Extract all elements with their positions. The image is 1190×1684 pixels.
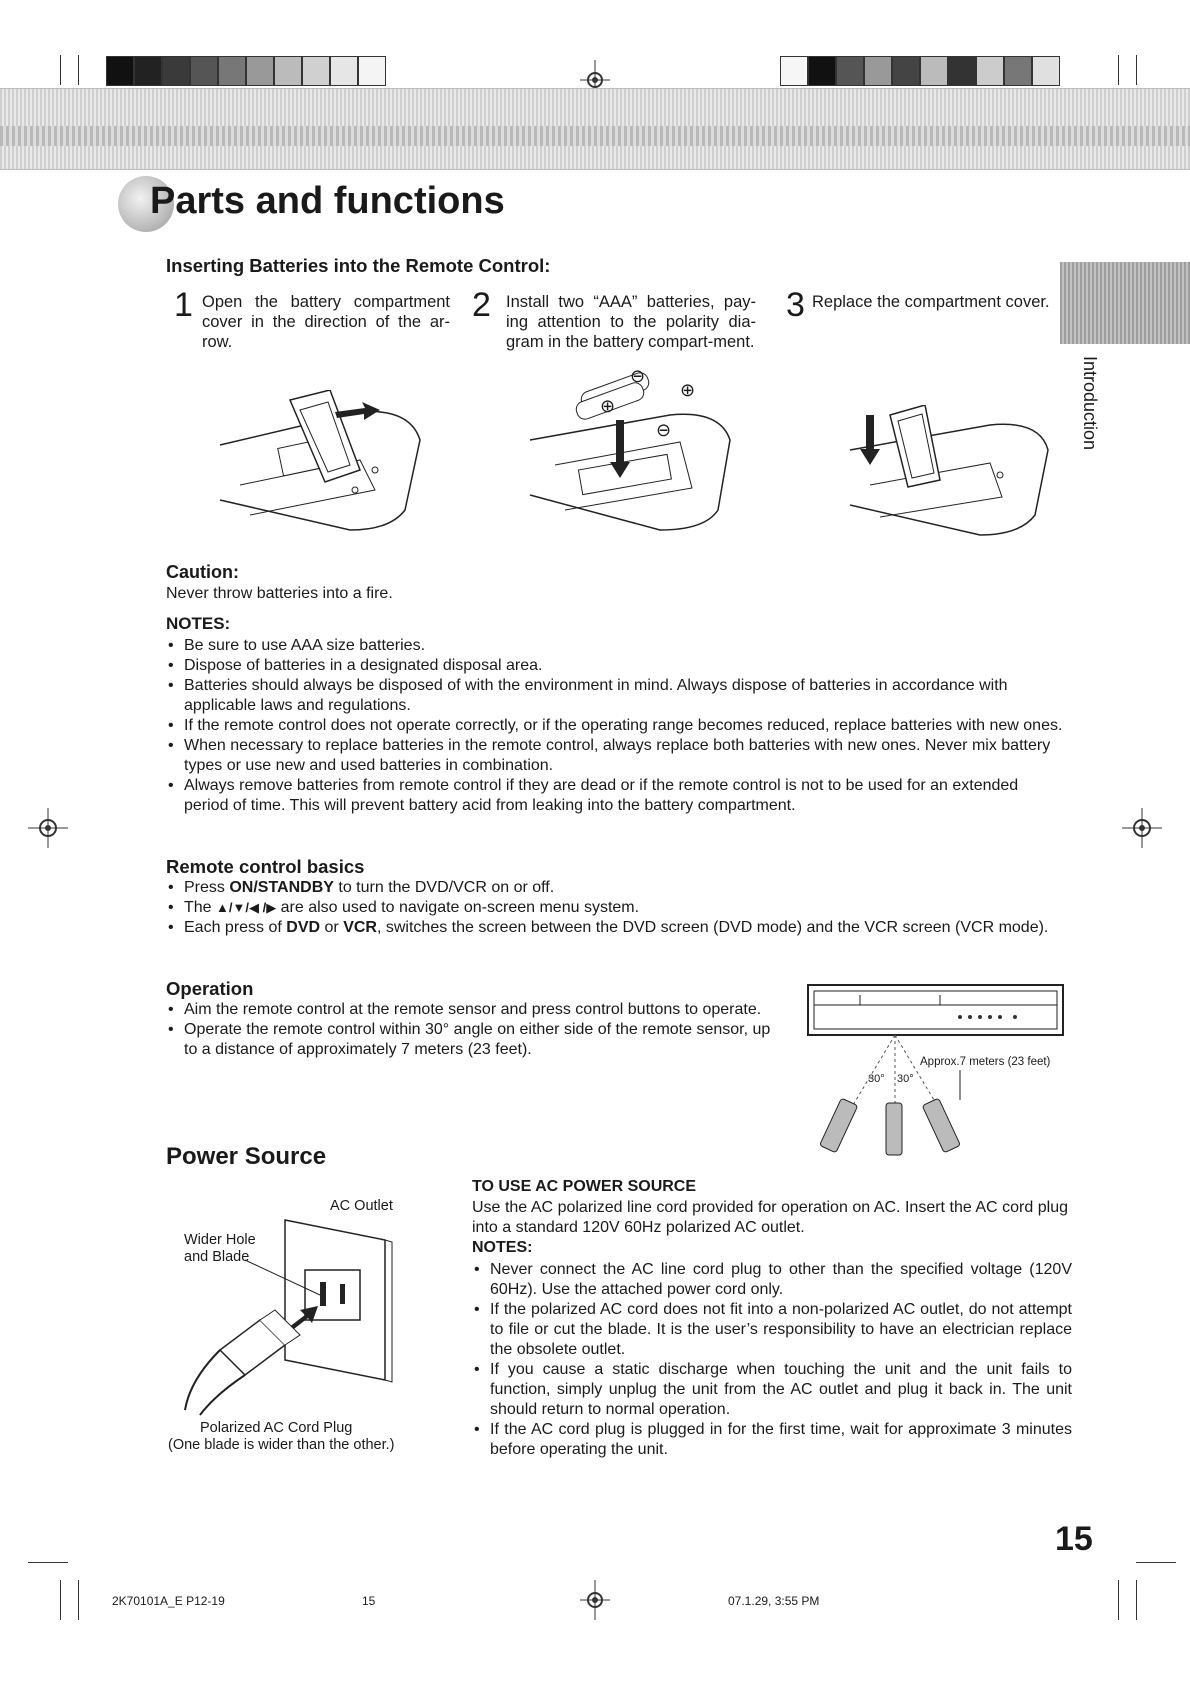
caution-text: Never throw batteries into a fire. <box>166 585 393 602</box>
crop-mark-right-top-2 <box>1136 55 1137 85</box>
operation-item: • Operate the remote control within 30° angle on either side of the remote sensor, up to a distance of approximately 7 meters (23 feet). <box>166 1020 771 1060</box>
polarity-minus-bottom: ⊖ <box>656 420 672 440</box>
color-calibration-bar-left <box>106 56 386 86</box>
section-tab-label: Introduction <box>1080 356 1100 451</box>
range-angle-right-label: 30° <box>897 1073 914 1085</box>
crop-mark-left-bottom-v2 <box>78 1580 79 1620</box>
dvd-label: DVD <box>286 919 321 936</box>
polarity-plus-right: ⊕ <box>680 380 696 400</box>
header-band-stripe <box>0 126 1190 146</box>
step-2-text: Install two “AAA” batteries, pay-ing attention to the polarity dia-gram in the battery compart-ment. <box>506 293 756 351</box>
step-1-text: Open the battery compartment cover in the direction of the ar-row. <box>202 293 450 351</box>
ac-note-item: • Never connect the AC line cord plug to other than the specified voltage (120V 60Hz). Use the attached power cord only. <box>472 1260 1072 1300</box>
wider-hole-label-1: Wider Hole <box>184 1232 256 1248</box>
on-standby-label: ON/STANDBY <box>229 879 334 896</box>
range-distance-label: Approx.7 meters (23 feet) <box>920 1056 1051 1068</box>
basics-item-mode <box>166 918 1066 938</box>
ac-note-item: • If the AC cord plug is plugged in for the first time, wait for approximate 3 minutes before operating the unit. <box>472 1420 1072 1460</box>
section-tab <box>1060 262 1190 344</box>
wider-hole-label-2: and Blade <box>184 1249 250 1265</box>
crop-mark-left-top <box>60 55 61 85</box>
ac-outlet-label: AC Outlet <box>330 1198 393 1214</box>
remote-replace-cover-illustration <box>840 405 1055 555</box>
registration-mark-left-icon <box>28 808 68 848</box>
operation-item: • Aim the remote control at the remote sensor and press control buttons to operate. <box>166 1000 771 1020</box>
crop-mark-left-top-2 <box>78 55 79 85</box>
basics-list <box>166 878 1066 938</box>
step-1-number: 1 <box>174 286 193 324</box>
basics-text: are also used to navigate on-screen menu system. <box>276 899 640 916</box>
crop-mark-right-bottom-v <box>1118 1580 1119 1620</box>
crop-mark-right-bottom-v2 <box>1136 1580 1137 1620</box>
notes-heading: NOTES: <box>166 614 231 633</box>
footer-page: 15 <box>362 1594 376 1608</box>
battery-notes-list <box>166 636 1066 816</box>
basics-text: Press <box>184 879 230 896</box>
power-source-heading: Power Source <box>166 1143 327 1170</box>
note-item: • Be sure to use AAA size batteries. <box>166 636 1066 656</box>
ac-note-item: • If the polarized AC cord does not fit into a non-polarized AC outlet, do not attempt to file or cut the blade. It is the user’s responsibility to have an electrician replace the obsolete outlet. <box>472 1300 1072 1360</box>
basics-text: , switches the screen between the DVD screen (DVD mode) and the VCR screen (VCR mode). <box>376 919 1049 936</box>
ac-plug-outlet-illustration <box>180 1210 410 1420</box>
page-title: Parts and functions <box>150 180 505 222</box>
footer-date: 07.1.29, 3:55 PM <box>728 1594 820 1608</box>
plug-caption-2: (One blade is wider than the other.) <box>168 1437 395 1453</box>
section-tab-label-container <box>1080 356 1104 466</box>
note-item: • If the remote control does not operate correctly, or if the operating range becomes reduced, replace batteries with new ones. <box>166 716 1066 736</box>
registration-mark-right-icon <box>1122 808 1162 848</box>
crop-mark-right-top <box>1118 55 1119 85</box>
basics-item-navigate <box>166 898 1066 918</box>
operation-list <box>166 1000 771 1060</box>
basics-text: to turn the DVD/VCR on or off. <box>333 879 555 896</box>
remote-install-batteries-illustration <box>520 370 750 545</box>
registration-mark-bottom-icon <box>580 1580 610 1620</box>
footer-code: 2K70101A_E P12-19 <box>112 1594 225 1608</box>
page-number: 15 <box>1055 1520 1093 1558</box>
polarity-plus-left: ⊕ <box>600 396 616 416</box>
plug-caption-1: Polarized AC Cord Plug <box>200 1420 353 1436</box>
basics-text: The <box>184 899 217 916</box>
basics-item-power <box>166 878 1066 898</box>
arrow-keys-label: ▲/▼/◀ /▶ <box>216 900 277 915</box>
range-angle-left-label: 30° <box>868 1073 885 1085</box>
polarity-minus-top: ⊖ <box>630 366 646 386</box>
crop-mark-left-bottom-v <box>60 1580 61 1620</box>
note-item: • Dispose of batteries in a designated disposal area. <box>166 656 1066 676</box>
remote-open-cover-illustration <box>210 390 430 550</box>
note-item: • When necessary to replace batteries in the remote control, always replace both batteries with new ones. Never mix battery types or use new and used batteries in combination. <box>166 736 1066 776</box>
ac-notes-heading: NOTES: <box>472 1239 533 1256</box>
ac-power-text: Use the AC polarized line cord provided for operation on AC. Insert the AC cord plug into a standard 120V 60Hz polarized AC outlet. <box>472 1199 1068 1236</box>
ac-power-subheading: TO USE AC POWER SOURCE <box>472 1178 697 1195</box>
step-3-text: Replace the compartment cover. <box>812 293 1050 311</box>
batteries-heading: Inserting Batteries into the Remote Control: <box>166 255 551 276</box>
crop-mark-left-bottom <box>28 1562 68 1563</box>
note-item: • Always remove batteries from remote control if they are dead or if the remote control is not to be used for an extended period of time. This will prevent battery acid from leaking into the battery compartment. <box>166 776 1066 816</box>
crop-mark-right-bottom <box>1136 1562 1176 1563</box>
operation-heading: Operation <box>166 978 254 999</box>
color-calibration-bar-right <box>780 56 1060 86</box>
caution-heading: Caution: <box>166 562 239 582</box>
ac-note-item: • If you cause a static discharge when touching the unit and the unit fails to function, simply unplug the unit from the AC outlet and plug it back in. The unit should return to normal operation. <box>472 1360 1072 1420</box>
basics-heading: Remote control basics <box>166 856 365 877</box>
vcr-label: VCR <box>343 919 377 936</box>
basics-text: or <box>320 919 344 936</box>
step-2-number: 2 <box>472 286 491 324</box>
basics-text: Each press of <box>184 919 287 936</box>
note-item: • Batteries should always be disposed of with the environment in mind. Always dispose of batteries in accordance with applicable laws and regulations. <box>166 676 1066 716</box>
ac-notes-list <box>472 1260 1072 1460</box>
step-3-number: 3 <box>786 286 805 324</box>
